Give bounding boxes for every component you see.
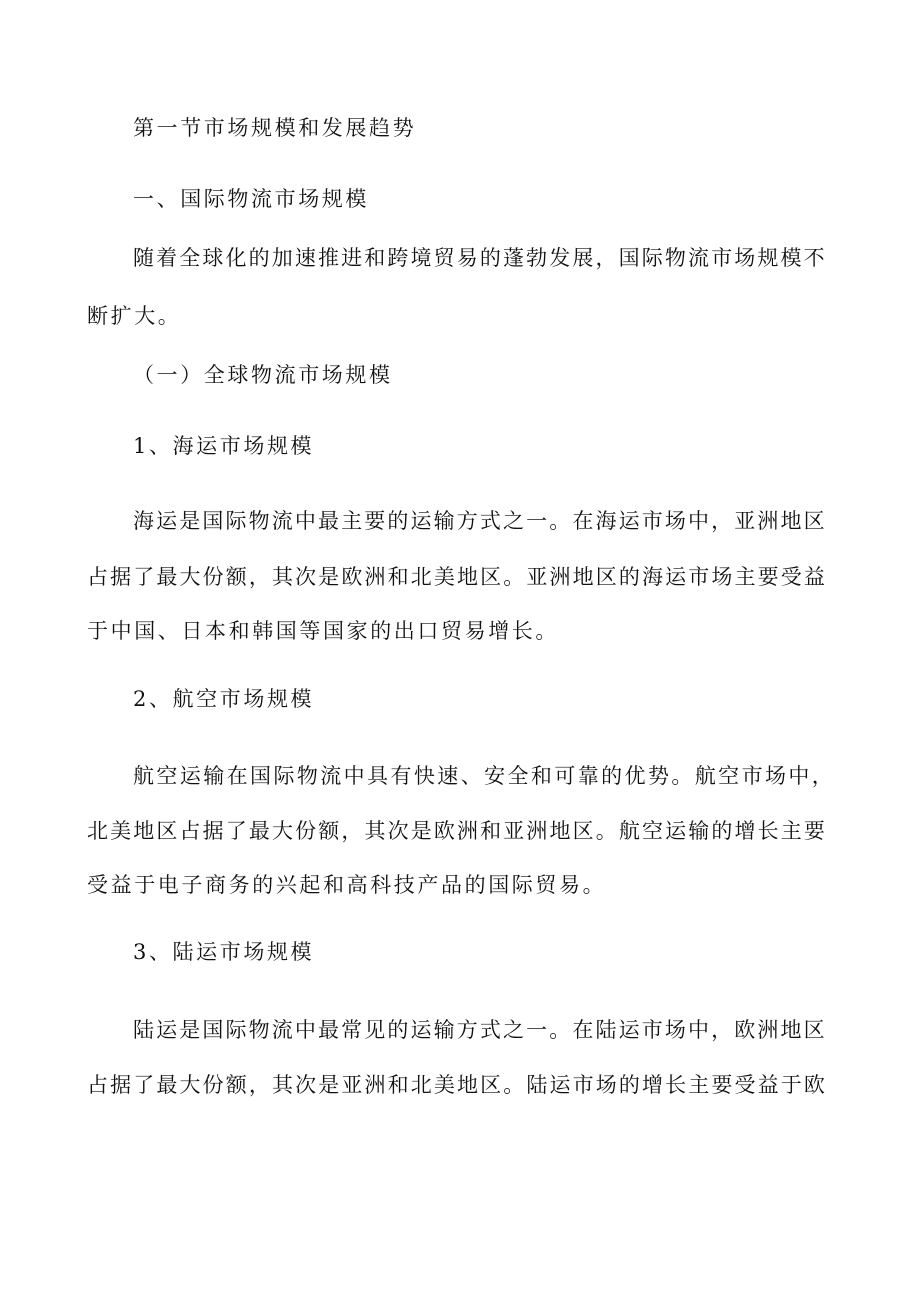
section-title: 第一节市场规模和发展趋势: [133, 116, 417, 140]
heading-sea-transport: 1、海运市场规模: [133, 434, 315, 458]
sea-paragraph-line: 占 据 了 最 大 份 额 ， 其 次 是 欧 洲 和 北 美 地 区 。 亚 洲 地 区 的 海 运 市 场 主 要 受 益: [87, 565, 825, 589]
land-paragraph-line: 陆 运 是 国 际 物 流 中 最 常 见 的 运 输 方 式 之 一 。 在 陆 运 市 场 中 ， 欧 洲 地 区: [133, 1018, 825, 1042]
sea-paragraph-line: 海 运 是 国 际 物 流 中 最 主 要 的 运 输 方 式 之 一 。 在 海 运 市 场 中 ， 亚 洲 地 区: [133, 509, 825, 533]
air-paragraph-line: 受益于电子商务的兴起和高科技产品的国际贸易。: [87, 873, 607, 897]
air-paragraph-line: 航 空 运 输 在 国 际 物 流 中 具 有 快 速 、 安 全 和 可 靠 的 优 势 。 航 空 市 场 中 ，: [133, 764, 833, 788]
sea-paragraph-line: 于中国、日本和韩国等国家的出口贸易增长。: [87, 619, 559, 643]
heading-air-transport: 2、航空市场规模: [133, 687, 315, 711]
heading-international-logistics-market-size: 一、国际物流市场规模: [133, 187, 369, 211]
land-paragraph-line: 占 据 了 最 大 份 额 ， 其 次 是 亚 洲 和 北 美 地 区 。 陆 运 市 场 的 增 长 主 要 受 益 于 欧: [87, 1073, 825, 1097]
intro-paragraph-line: 断扩大。: [87, 304, 182, 328]
heading-land-transport: 3、陆运市场规模: [133, 940, 315, 964]
subheading-global-logistics-market-size: （一）全球物流市场规模: [133, 363, 393, 387]
air-paragraph-line: 北 美 地 区 占 据 了 最 大 份 额 ， 其 次 是 欧 洲 和 亚 洲 地 区 。 航 空 运 输 的 增 长 主 要: [87, 819, 825, 843]
intro-paragraph-line: 随 着 全 球 化 的 加 速 推 进 和 跨 境 贸 易 的 蓬 勃 发 展 ， 国 际 物 流 市 场 规 模 不: [133, 246, 825, 270]
